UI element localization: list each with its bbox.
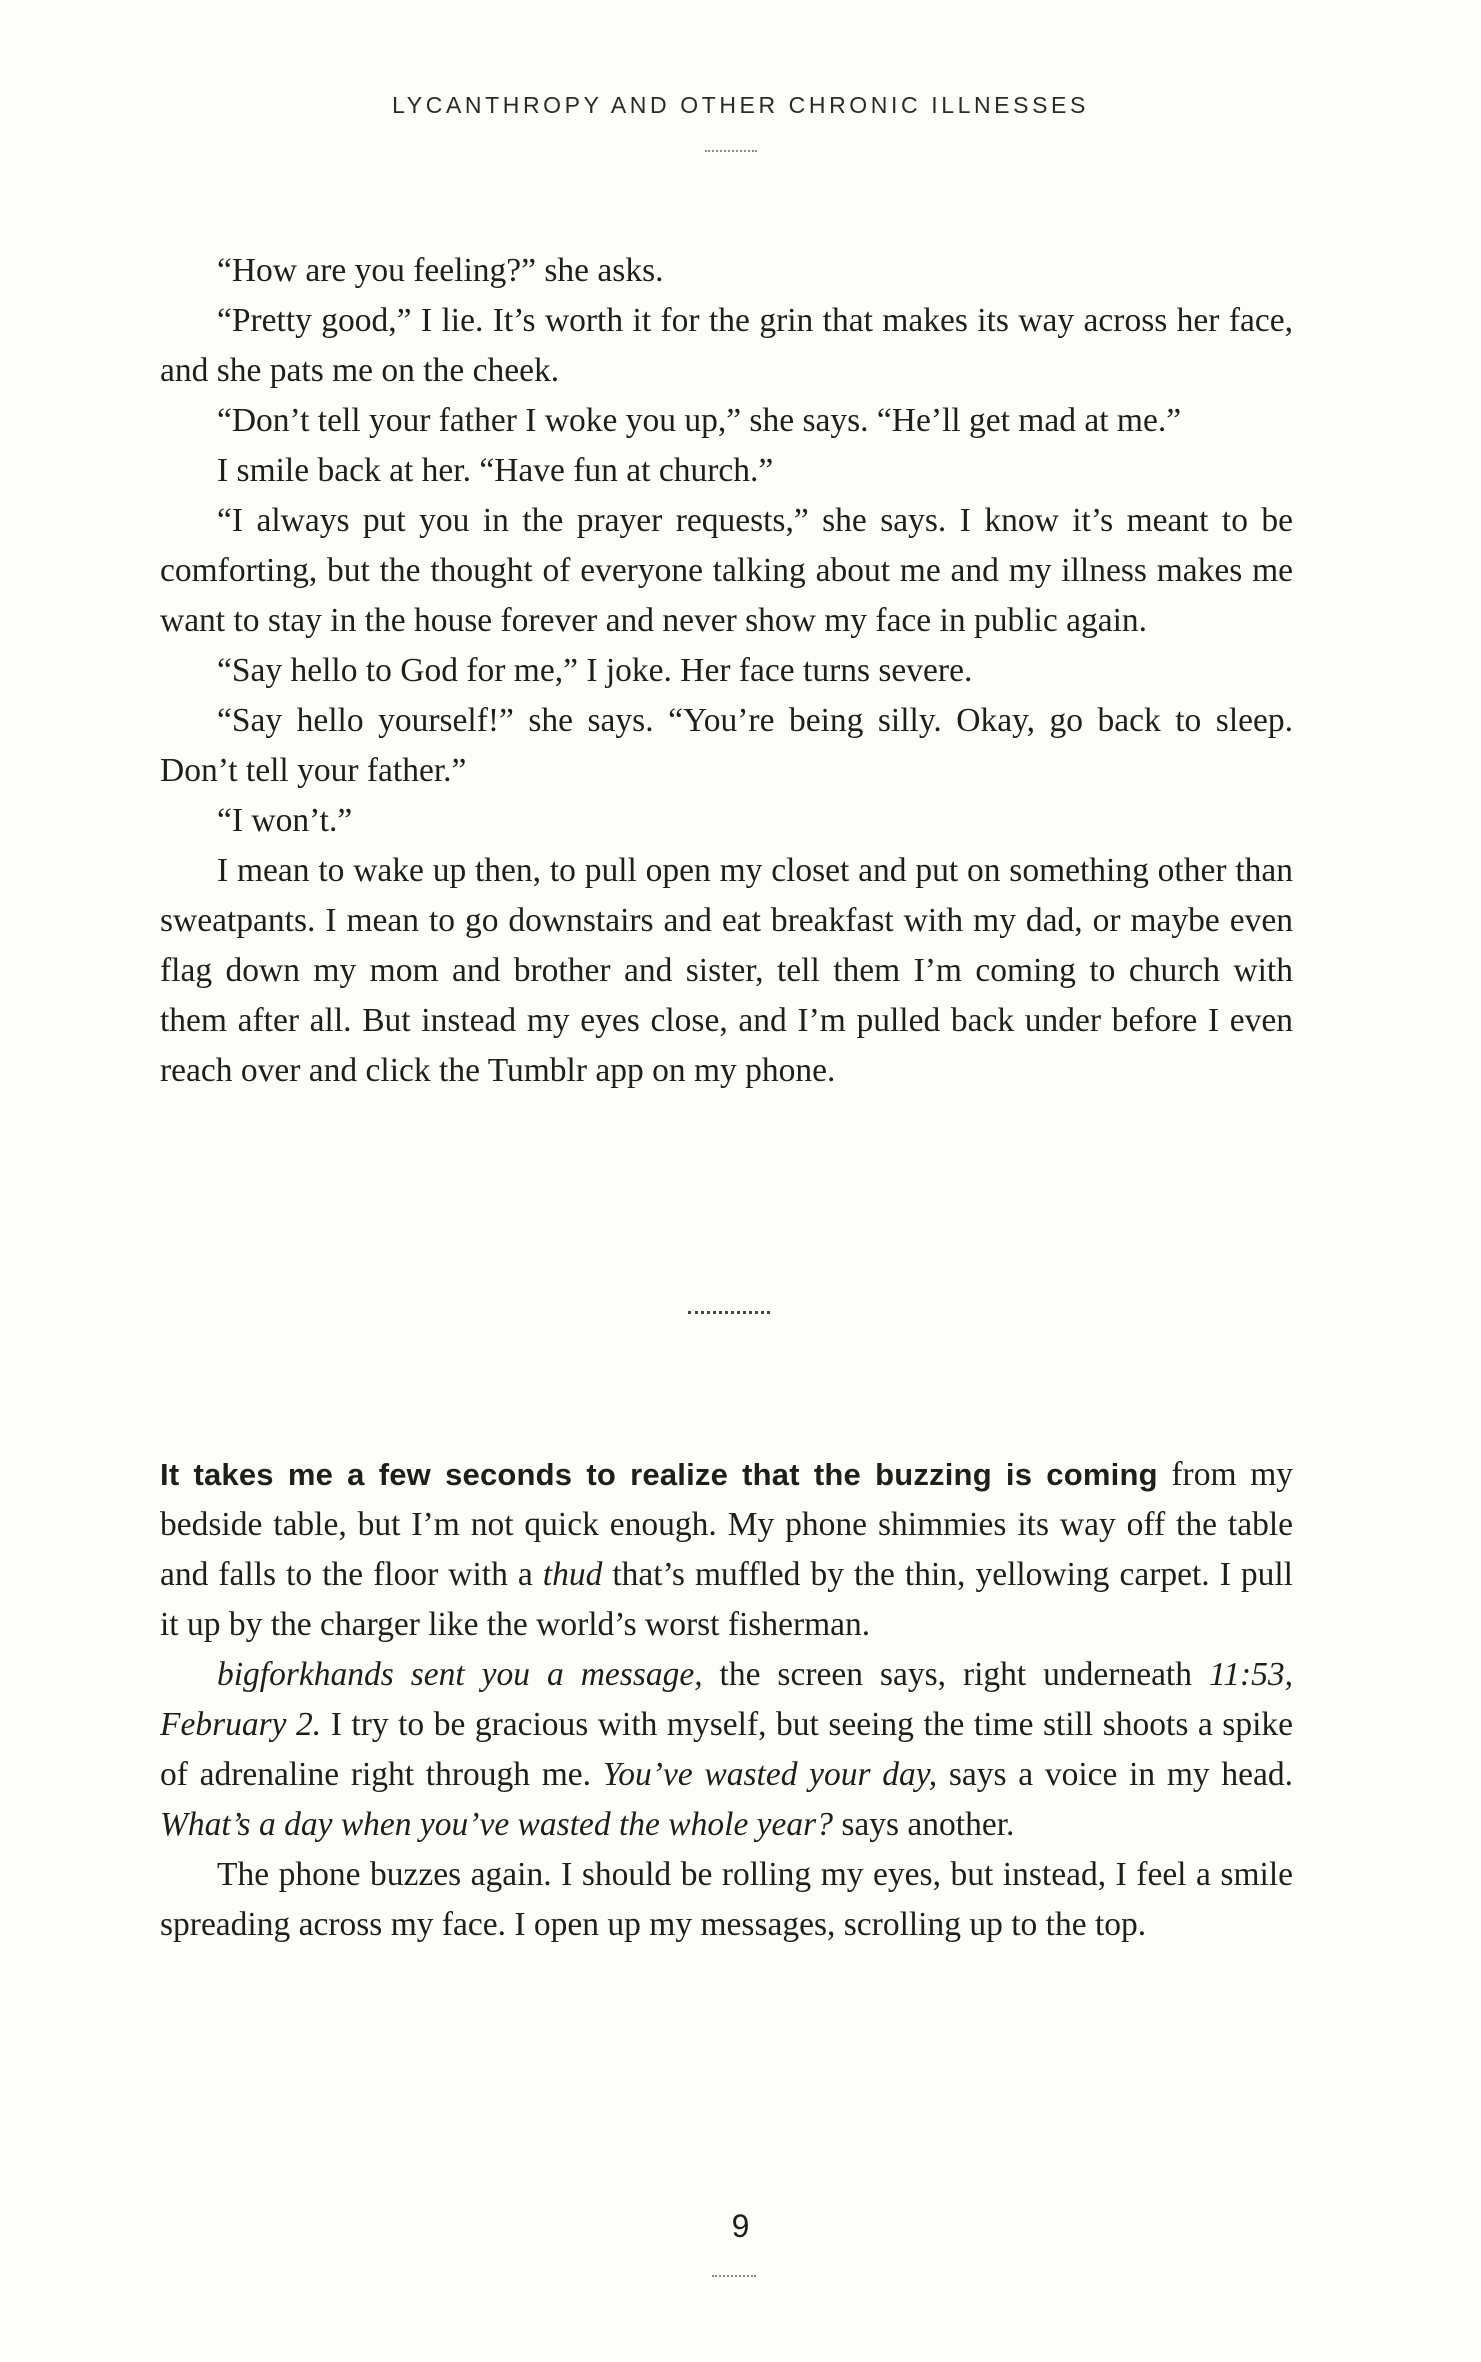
italic-run: thud: [542, 1556, 603, 1593]
section-two: [160, 1450, 1293, 1950]
header-ornament: [705, 150, 757, 152]
italic-run: You’ve wasted your day,: [602, 1756, 938, 1793]
text-run: says another.: [832, 1806, 1015, 1843]
section-break-ornament: [688, 1311, 770, 1314]
italic-run: 11:53, February 2.: [160, 1656, 1293, 1743]
text-run: from my bedside table, but I’m not quick enough. My phone shimmies its way off the table and falls to the floor with a: [160, 1456, 1293, 1593]
paragraph: [160, 1450, 1293, 1650]
italic-run: What’s a day when you’ve wasted the whole year?: [160, 1806, 833, 1843]
paragraph: “I won’t.”: [217, 802, 353, 839]
paragraph: I smile back at her. “Have fun at church.”: [217, 452, 774, 489]
text-run: the screen says, right underneath: [702, 1656, 1209, 1693]
text-run: says a voice in my head.: [937, 1756, 1294, 1793]
section-lead-in: It takes me a few seconds to realize that the buzzing is coming: [160, 1457, 1158, 1492]
text-run: I try to be gracious with myself, but seeing the time still shoots a spike of adrenaline right through me.: [160, 1706, 1294, 1793]
text-run: that’s muffled by the thin, yellowing carpet. I pull it up by the charger like the world’s worst fisherman.: [160, 1556, 1293, 1643]
section-one: [160, 246, 1293, 1096]
paragraph: I mean to wake up then, to pull open my closet and put on something other than sweatpants. I mean to go downstairs and eat breakfast with my dad, or maybe even flag down my mom and brother and sister, tell them I’m coming to church with them after all. But instead my eyes close, and I’m pulled back under before I even reach over and click the Tumblr app on my phone.: [160, 852, 1293, 1089]
paragraph: The phone buzzes again. I should be rolling my eyes, but instead, I feel a smile spreading across my face. I open up my messages, scrolling up to the top.: [160, 1856, 1293, 1943]
running-head: LYCANTHROPY AND OTHER CHRONIC ILLNESSES: [392, 92, 1089, 118]
paragraph: “Say hello to God for me,” I joke. Her face turns severe.: [217, 652, 973, 689]
paragraph: “Pretty good,” I lie. It’s worth it for the grin that makes its way across her face, and she pats me on the cheek.: [160, 302, 1293, 389]
paragraph: “I always put you in the prayer requests,” she says. I know it’s meant to be comforting, but the thought of everyone talking about me and my illness makes me want to stay in the house forever and never show my face in public again.: [160, 502, 1293, 639]
paragraph: “Say hello yourself!” she says. “You’re being silly. Okay, go back to sleep. Don’t tell your father.”: [160, 702, 1293, 789]
italic-run: bigforkhands sent you a message,: [217, 1656, 703, 1693]
paragraph: “How are you feeling?” she asks.: [217, 252, 664, 289]
page-number: 9: [731, 2208, 750, 2244]
paragraph: [160, 1650, 1293, 1850]
footer-ornament: [712, 2275, 756, 2277]
paragraph: “Don’t tell your father I woke you up,” she says. “He’ll get mad at me.”: [217, 402, 1182, 439]
